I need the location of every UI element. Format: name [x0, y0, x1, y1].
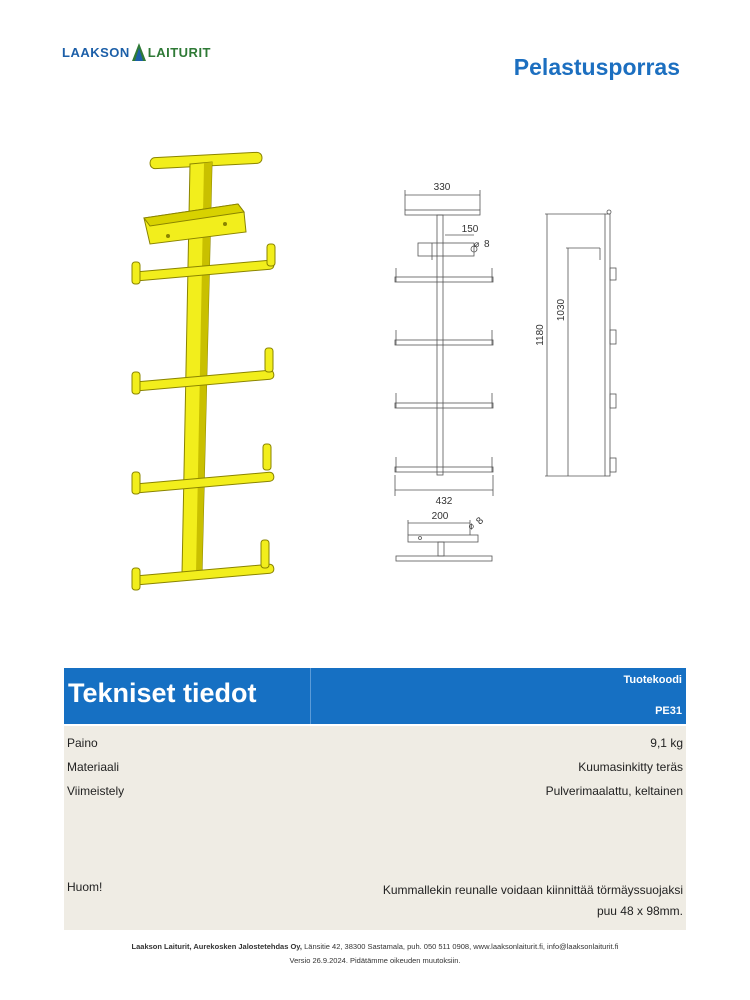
spec-title: Tekniset tiedot	[68, 678, 257, 708]
note-line-1: Kummallekin reunalle voidaan kiinnittää törmäyssuojaksi	[382, 883, 683, 897]
header-divider	[310, 668, 311, 724]
footer-version: Versio 26.9.2024. Pidätämme oikeuden muutoksiin.	[289, 956, 461, 965]
dim-width-bottom: 432	[435, 496, 453, 507]
spec-value: Kuumasinkitty teräs	[578, 760, 683, 774]
spec-label: Viimeistely	[67, 784, 125, 798]
page-footer	[0, 940, 750, 968]
dim-hole: 8	[484, 239, 490, 250]
footer-address: Länsitie 42, 38300 Sastamala, puh. 050 511 0908, www.laaksonlaiturit.fi, info@laaksonlaiturit.fi	[304, 942, 619, 951]
dim-bracket-hole: 8	[474, 515, 487, 528]
logo-text-right: LAITURIT	[147, 44, 211, 60]
spec-label: Paino	[67, 736, 98, 750]
dim-bracket: 200	[431, 511, 449, 522]
bracket-top-view-drawing	[396, 520, 492, 561]
dim-height-total: 1180	[535, 324, 546, 346]
company-logo	[62, 42, 211, 62]
front-view-drawing	[395, 190, 493, 496]
note-line-2: puu 48 x 98mm.	[596, 904, 683, 918]
product-code-value: PE31	[655, 705, 682, 717]
ladder-3d-illustration	[132, 152, 275, 590]
dim-width-top: 330	[433, 182, 451, 193]
spec-header	[64, 668, 686, 724]
document-title: Pelastusporras	[513, 54, 680, 80]
diameter-symbol-bracket: ⌀	[466, 521, 477, 533]
diameter-symbol: ⌀	[474, 240, 480, 250]
product-code-label: Tuotekoodi	[623, 674, 682, 686]
footer-company: Laakson Laiturit, Aurekosken Jalostetehdas Oy,	[131, 942, 303, 951]
note-label: Huom!	[67, 880, 103, 894]
side-view-drawing	[545, 210, 616, 476]
logo-text-left: LAAKSON	[62, 44, 130, 60]
dim-plate: 150	[461, 224, 479, 235]
logo-tree-icon	[131, 42, 147, 62]
dim-height-inner: 1030	[556, 298, 567, 322]
spec-label: Materiaali	[67, 760, 120, 774]
spec-table	[64, 726, 686, 930]
spec-value: Pulverimaalattu, keltainen	[545, 784, 683, 798]
product-drawings	[0, 140, 750, 610]
spec-value: 9,1 kg	[650, 736, 683, 750]
